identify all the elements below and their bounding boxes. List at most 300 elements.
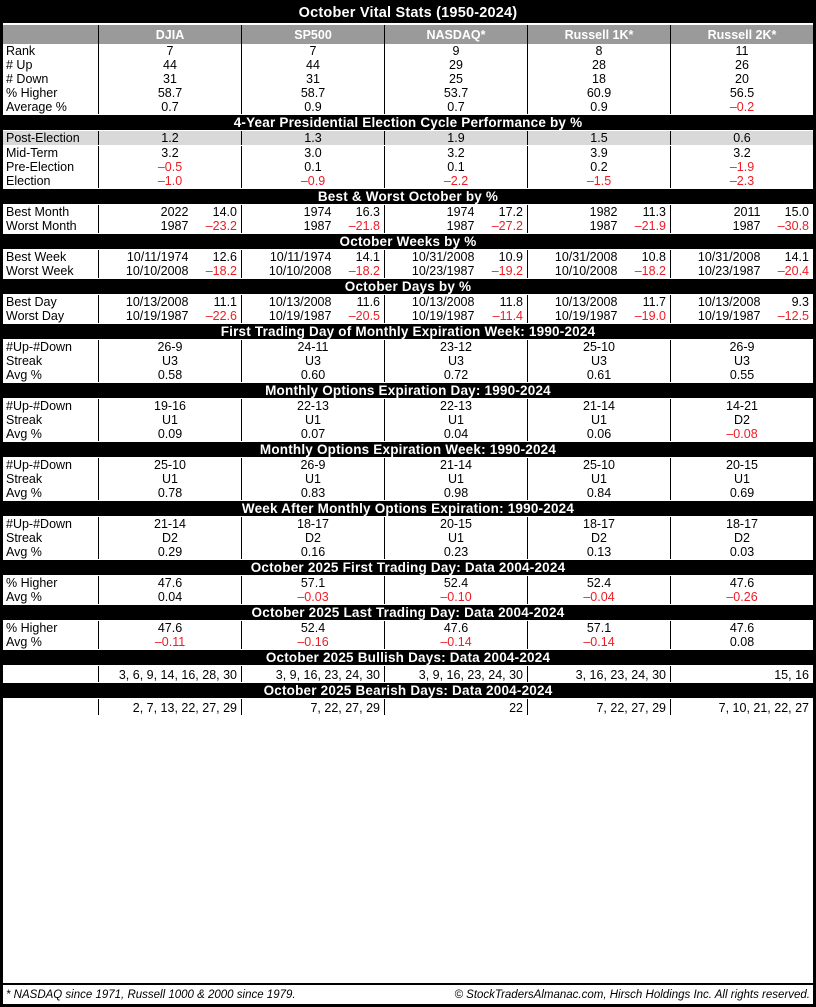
table-row (3, 458, 813, 472)
data-cell: U3 (98, 354, 241, 368)
data-cell: 26 (670, 58, 813, 72)
table-row (3, 517, 813, 531)
data-cell: 0.72 (384, 368, 527, 382)
data-cell: 20-15 (384, 517, 527, 531)
table-row (3, 635, 813, 649)
data-cell: 0.60 (241, 368, 384, 382)
cell-date: 10/19/1987 (697, 309, 761, 323)
cell-value: 10.8 (641, 250, 666, 264)
data-cell: 3, 6, 9, 14, 16, 28, 30 (98, 666, 241, 682)
data-cell: U1 (98, 413, 241, 427)
data-cell: 44 (98, 58, 241, 72)
data-cell: 0.6 (670, 131, 813, 145)
table-row (3, 531, 813, 545)
data-cell: U1 (384, 531, 527, 545)
data-cell (670, 205, 813, 219)
data-cell: 1.5 (527, 131, 670, 145)
table-row (3, 160, 813, 174)
data-cell: U1 (527, 413, 670, 427)
data-cell: 1.3 (241, 131, 384, 145)
data-cell: 0.84 (527, 486, 670, 500)
table-row (3, 413, 813, 427)
cell-value: –20.4 (777, 264, 809, 278)
row-label: #Up-#Down (6, 340, 73, 354)
row-label: % Higher (6, 86, 58, 100)
row-label: Avg % (6, 486, 42, 500)
cell-date: 1982 (589, 205, 618, 219)
row-label: Avg % (6, 545, 42, 559)
data-cell: –1.5 (527, 174, 670, 188)
cell-value: –22.6 (205, 309, 237, 323)
data-cell (527, 309, 670, 323)
data-cell: 19-16 (98, 399, 241, 413)
table-row (3, 486, 813, 500)
data-cell: 0.23 (384, 545, 527, 559)
section-header: October 2025 First Trading Day: Data 2004-2024 (3, 559, 813, 576)
data-cell (670, 264, 813, 278)
cell-date: 10/13/2008 (268, 295, 332, 309)
cell-date: 10/23/1987 (411, 264, 475, 278)
data-cell: D2 (98, 531, 241, 545)
cell-date: 1987 (303, 219, 332, 233)
data-cell: –0.03 (241, 590, 384, 604)
cell-value: –23.2 (205, 219, 237, 233)
data-cell: 44 (241, 58, 384, 72)
section-header: Monthly Options Expiration Day: 1990-2024 (3, 382, 813, 399)
column-header-spacer (3, 25, 98, 44)
data-cell (670, 309, 813, 323)
cell-date: 1987 (732, 219, 761, 233)
copyright-notice: © StockTradersAlmanac.com, Hirsch Holdings Inc. All rights reserved. (454, 988, 810, 1001)
cell-value: –21.8 (348, 219, 380, 233)
cell-value: 16.3 (355, 205, 380, 219)
row-label: Avg % (6, 635, 42, 649)
data-cell: 3.9 (527, 146, 670, 160)
table-row (3, 295, 813, 309)
table-row (3, 86, 813, 100)
table-row (3, 699, 813, 715)
data-cell: –0.9 (241, 174, 384, 188)
data-cell (98, 309, 241, 323)
cell-date: 10/13/2008 (697, 295, 761, 309)
data-cell: U1 (384, 472, 527, 486)
data-cell (98, 264, 241, 278)
data-cell: 3, 9, 16, 23, 24, 30 (241, 666, 384, 682)
data-cell: 47.6 (670, 621, 813, 635)
table-row (3, 100, 813, 114)
data-cell: 3.2 (670, 146, 813, 160)
data-cell: 18-17 (670, 517, 813, 531)
data-cell: 22 (384, 699, 527, 715)
data-cell (241, 250, 384, 264)
table-row (3, 72, 813, 86)
footer (3, 983, 813, 1004)
cell-date: 10/10/2008 (554, 264, 618, 278)
data-cell: 25 (384, 72, 527, 86)
row-label: Streak (6, 413, 43, 427)
row-label: Post-Election (6, 131, 80, 145)
data-cell: U1 (527, 472, 670, 486)
table-row (3, 368, 813, 382)
data-cell: 0.61 (527, 368, 670, 382)
cell-date: 10/19/1987 (268, 309, 332, 323)
cell-value: –18.2 (205, 264, 237, 278)
data-cell (384, 264, 527, 278)
data-cell: 53.7 (384, 86, 527, 100)
section-header: October 2025 Last Trading Day: Data 2004-2024 (3, 604, 813, 621)
cell-value: 12.6 (212, 250, 237, 264)
data-cell: 1.2 (98, 131, 241, 145)
data-cell: 47.6 (98, 576, 241, 590)
table-row (3, 205, 813, 219)
data-cell (384, 295, 527, 309)
data-cell: U3 (527, 354, 670, 368)
cell-date: 10/13/2008 (125, 295, 189, 309)
data-cell: 7 (241, 44, 384, 58)
data-cell: 57.1 (241, 576, 384, 590)
table-body (3, 44, 813, 715)
data-cell (527, 295, 670, 309)
data-cell: 0.29 (98, 545, 241, 559)
table-row (3, 131, 813, 146)
data-cell: –0.08 (670, 427, 813, 441)
row-label: # Down (6, 72, 49, 86)
data-cell: U1 (98, 472, 241, 486)
data-cell: 0.1 (241, 160, 384, 174)
data-cell: 52.4 (527, 576, 670, 590)
row-label (3, 699, 98, 715)
table-row (3, 427, 813, 441)
data-cell (527, 205, 670, 219)
data-cell: 28 (527, 58, 670, 72)
data-cell: 20-15 (670, 458, 813, 472)
cell-date: 10/13/2008 (411, 295, 475, 309)
row-label: Best Month (6, 205, 70, 219)
data-cell: U3 (384, 354, 527, 368)
data-cell: 60.9 (527, 86, 670, 100)
row-label: Avg % (6, 590, 42, 604)
table-title: October Vital Stats (1950-2024) (3, 3, 813, 23)
row-label: Election (6, 174, 51, 188)
data-cell: 0.58 (98, 368, 241, 382)
section-header: 4-Year Presidential Election Cycle Performance by % (3, 114, 813, 131)
section-header: October Days by % (3, 278, 813, 295)
data-cell: 0.83 (241, 486, 384, 500)
data-cell: D2 (527, 531, 670, 545)
cell-value: –20.5 (348, 309, 380, 323)
row-label: Avg % (6, 427, 42, 441)
cell-date: 1974 (446, 205, 475, 219)
cell-value: 17.2 (498, 205, 523, 219)
data-cell: 2, 7, 13, 22, 27, 29 (98, 699, 241, 715)
data-cell: 14-21 (670, 399, 813, 413)
cell-value: 11.3 (642, 205, 666, 219)
cell-date: 10/11/1974 (126, 250, 189, 264)
data-cell: 31 (98, 72, 241, 86)
data-cell (670, 295, 813, 309)
data-cell (670, 250, 813, 264)
data-cell: 25-10 (527, 340, 670, 354)
cell-date: 1987 (160, 219, 189, 233)
data-cell: 3, 16, 23, 24, 30 (527, 666, 670, 682)
cell-value: 11.8 (499, 295, 523, 309)
data-cell: 0.69 (670, 486, 813, 500)
data-cell: D2 (670, 413, 813, 427)
table-row (3, 174, 813, 188)
cell-date: 2022 (160, 205, 189, 219)
data-cell: 22-13 (241, 399, 384, 413)
data-cell: 0.09 (98, 427, 241, 441)
data-cell: 7 (98, 44, 241, 58)
data-cell: 0.04 (98, 590, 241, 604)
column-header-nasdaq: NASDAQ* (384, 25, 527, 44)
data-cell: 7, 22, 27, 29 (241, 699, 384, 715)
cell-value: 11.1 (213, 295, 237, 309)
data-cell: 0.9 (527, 100, 670, 114)
data-cell: 47.6 (384, 621, 527, 635)
section-header: Monthly Options Expiration Week: 1990-2024 (3, 441, 813, 458)
table-row (3, 44, 813, 58)
data-cell: 21-14 (98, 517, 241, 531)
section-header: October 2025 Bullish Days: Data 2004-2024 (3, 649, 813, 666)
row-label: % Higher (6, 621, 58, 635)
table-row (3, 590, 813, 604)
cell-date: 10/10/2008 (125, 264, 189, 278)
section-header: October Weeks by % (3, 233, 813, 250)
row-label: Rank (6, 44, 36, 58)
data-cell (384, 309, 527, 323)
table-row (3, 309, 813, 323)
cell-value: –12.5 (777, 309, 809, 323)
data-cell: 0.55 (670, 368, 813, 382)
cell-value: 14.1 (784, 250, 809, 264)
data-cell: 3.0 (241, 146, 384, 160)
data-cell: 25-10 (527, 458, 670, 472)
data-cell: 56.5 (670, 86, 813, 100)
data-cell: 47.6 (98, 621, 241, 635)
data-cell (98, 219, 241, 233)
table-row (3, 576, 813, 590)
data-cell: –0.10 (384, 590, 527, 604)
row-label: Worst Month (6, 219, 77, 233)
data-cell: 0.1 (384, 160, 527, 174)
row-label: Streak (6, 472, 43, 486)
cell-value: –18.2 (634, 264, 666, 278)
column-header-russell1k: Russell 1K* (527, 25, 670, 44)
table-row (3, 399, 813, 413)
row-label: Streak (6, 531, 43, 545)
data-cell: –0.14 (527, 635, 670, 649)
column-header-row (3, 25, 813, 44)
table-row (3, 219, 813, 233)
cell-value: –19.0 (634, 309, 666, 323)
data-cell: –0.04 (527, 590, 670, 604)
data-cell: 18-17 (241, 517, 384, 531)
row-label: #Up-#Down (6, 399, 73, 413)
row-label: Best Week (6, 250, 67, 264)
table-row (3, 146, 813, 160)
table-row (3, 250, 813, 264)
data-cell: 3, 9, 16, 23, 24, 30 (384, 666, 527, 682)
cell-value: –27.2 (491, 219, 523, 233)
data-cell: 52.4 (241, 621, 384, 635)
data-cell: 0.7 (98, 100, 241, 114)
row-label: Best Day (6, 295, 57, 309)
cell-date: 10/19/1987 (554, 309, 618, 323)
data-cell: D2 (241, 531, 384, 545)
data-cell: –0.5 (98, 160, 241, 174)
data-cell: 26-9 (241, 458, 384, 472)
cell-date: 2011 (733, 205, 761, 219)
data-cell: 0.08 (670, 635, 813, 649)
cell-value: 9.3 (791, 295, 809, 309)
data-cell: 0.16 (241, 545, 384, 559)
data-cell: 57.1 (527, 621, 670, 635)
data-cell: 47.6 (670, 576, 813, 590)
cell-value: –19.2 (491, 264, 523, 278)
data-cell: 0.9 (241, 100, 384, 114)
table-row (3, 545, 813, 559)
data-cell: U1 (384, 413, 527, 427)
data-cell: 0.06 (527, 427, 670, 441)
data-cell: 21-14 (527, 399, 670, 413)
data-cell: 29 (384, 58, 527, 72)
cell-date: 10/11/1974 (269, 250, 332, 264)
row-label: Average % (6, 100, 67, 114)
data-cell: –0.26 (670, 590, 813, 604)
data-cell: 9 (384, 44, 527, 58)
data-cell: 1.9 (384, 131, 527, 145)
cell-value: –11.4 (492, 309, 523, 323)
data-cell: 21-14 (384, 458, 527, 472)
data-cell (527, 250, 670, 264)
data-cell: –0.14 (384, 635, 527, 649)
section-header: First Trading Day of Monthly Expiration Week: 1990-2024 (3, 323, 813, 340)
cell-date: 10/23/1987 (697, 264, 761, 278)
section-header: Week After Monthly Options Expiration: 1990-2024 (3, 500, 813, 517)
data-cell (384, 250, 527, 264)
data-cell: 26-9 (98, 340, 241, 354)
cell-value: –21.9 (634, 219, 666, 233)
cell-date: 1987 (589, 219, 618, 233)
data-cell: 0.04 (384, 427, 527, 441)
cell-value: 14.1 (355, 250, 380, 264)
data-cell (670, 219, 813, 233)
data-cell (98, 295, 241, 309)
data-cell: –0.2 (670, 100, 813, 114)
footnote-indices: * NASDAQ since 1971, Russell 1000 & 2000 since 1979. (6, 988, 296, 1001)
data-cell (241, 264, 384, 278)
data-cell: 25-10 (98, 458, 241, 472)
table-row (3, 354, 813, 368)
data-cell: 7, 10, 21, 22, 27 (670, 699, 813, 715)
section-header: Best & Worst October by % (3, 188, 813, 205)
column-header-sp500: SP500 (241, 25, 384, 44)
data-cell: 24-11 (241, 340, 384, 354)
data-cell: 7, 22, 27, 29 (527, 699, 670, 715)
data-cell (98, 205, 241, 219)
cell-value: 11.6 (356, 295, 380, 309)
data-cell: 22-13 (384, 399, 527, 413)
cell-date: 10/31/2008 (411, 250, 475, 264)
data-cell: U1 (241, 472, 384, 486)
data-cell: 58.7 (98, 86, 241, 100)
table-row (3, 58, 813, 72)
data-cell: 0.03 (670, 545, 813, 559)
data-cell: –2.3 (670, 174, 813, 188)
data-cell (384, 219, 527, 233)
row-label: #Up-#Down (6, 517, 73, 531)
data-cell: 18-17 (527, 517, 670, 531)
cell-date: 10/19/1987 (125, 309, 189, 323)
section-header: October 2025 Bearish Days: Data 2004-2024 (3, 682, 813, 699)
data-cell: –1.0 (98, 174, 241, 188)
data-cell: 20 (670, 72, 813, 86)
data-cell (384, 205, 527, 219)
data-cell (98, 250, 241, 264)
data-cell (241, 219, 384, 233)
data-cell: 0.78 (98, 486, 241, 500)
data-cell: 11 (670, 44, 813, 58)
cell-value: 10.9 (498, 250, 523, 264)
cell-value: 15.0 (784, 205, 809, 219)
data-cell: U1 (241, 413, 384, 427)
column-header-russell2k: Russell 2K* (670, 25, 813, 44)
row-label: Worst Week (6, 264, 74, 278)
data-cell: 31 (241, 72, 384, 86)
table-row (3, 621, 813, 635)
cell-date: 10/19/1987 (411, 309, 475, 323)
table-row (3, 340, 813, 354)
row-label: Mid-Term (6, 146, 59, 160)
cell-date: 10/31/2008 (554, 250, 618, 264)
row-label: Worst Day (6, 309, 65, 323)
data-cell: 18 (527, 72, 670, 86)
row-label: Avg % (6, 368, 42, 382)
row-label: Pre-Election (6, 160, 75, 174)
column-header-djia: DJIA (98, 25, 241, 44)
data-cell: 26-9 (670, 340, 813, 354)
data-cell (241, 309, 384, 323)
cell-date: 10/13/2008 (554, 295, 618, 309)
cell-date: 1987 (446, 219, 475, 233)
data-cell: 3.2 (98, 146, 241, 160)
data-cell: 58.7 (241, 86, 384, 100)
data-cell: 8 (527, 44, 670, 58)
cell-date: 1974 (303, 205, 332, 219)
data-cell: 0.13 (527, 545, 670, 559)
data-cell: 23-12 (384, 340, 527, 354)
row-label: % Higher (6, 576, 58, 590)
cell-value: 11.7 (642, 295, 666, 309)
row-label: # Up (6, 58, 33, 72)
data-cell: D2 (670, 531, 813, 545)
data-cell: U3 (241, 354, 384, 368)
data-cell: U1 (670, 472, 813, 486)
cell-date: 10/10/2008 (268, 264, 332, 278)
table-row (3, 666, 813, 682)
data-cell (241, 295, 384, 309)
row-label (3, 666, 98, 682)
data-cell: –1.9 (670, 160, 813, 174)
data-cell: U3 (670, 354, 813, 368)
table-row (3, 264, 813, 278)
table-row (3, 472, 813, 486)
data-cell: 15, 16 (670, 666, 813, 682)
data-cell: –0.16 (241, 635, 384, 649)
data-cell: 0.7 (384, 100, 527, 114)
row-label: Streak (6, 354, 43, 368)
